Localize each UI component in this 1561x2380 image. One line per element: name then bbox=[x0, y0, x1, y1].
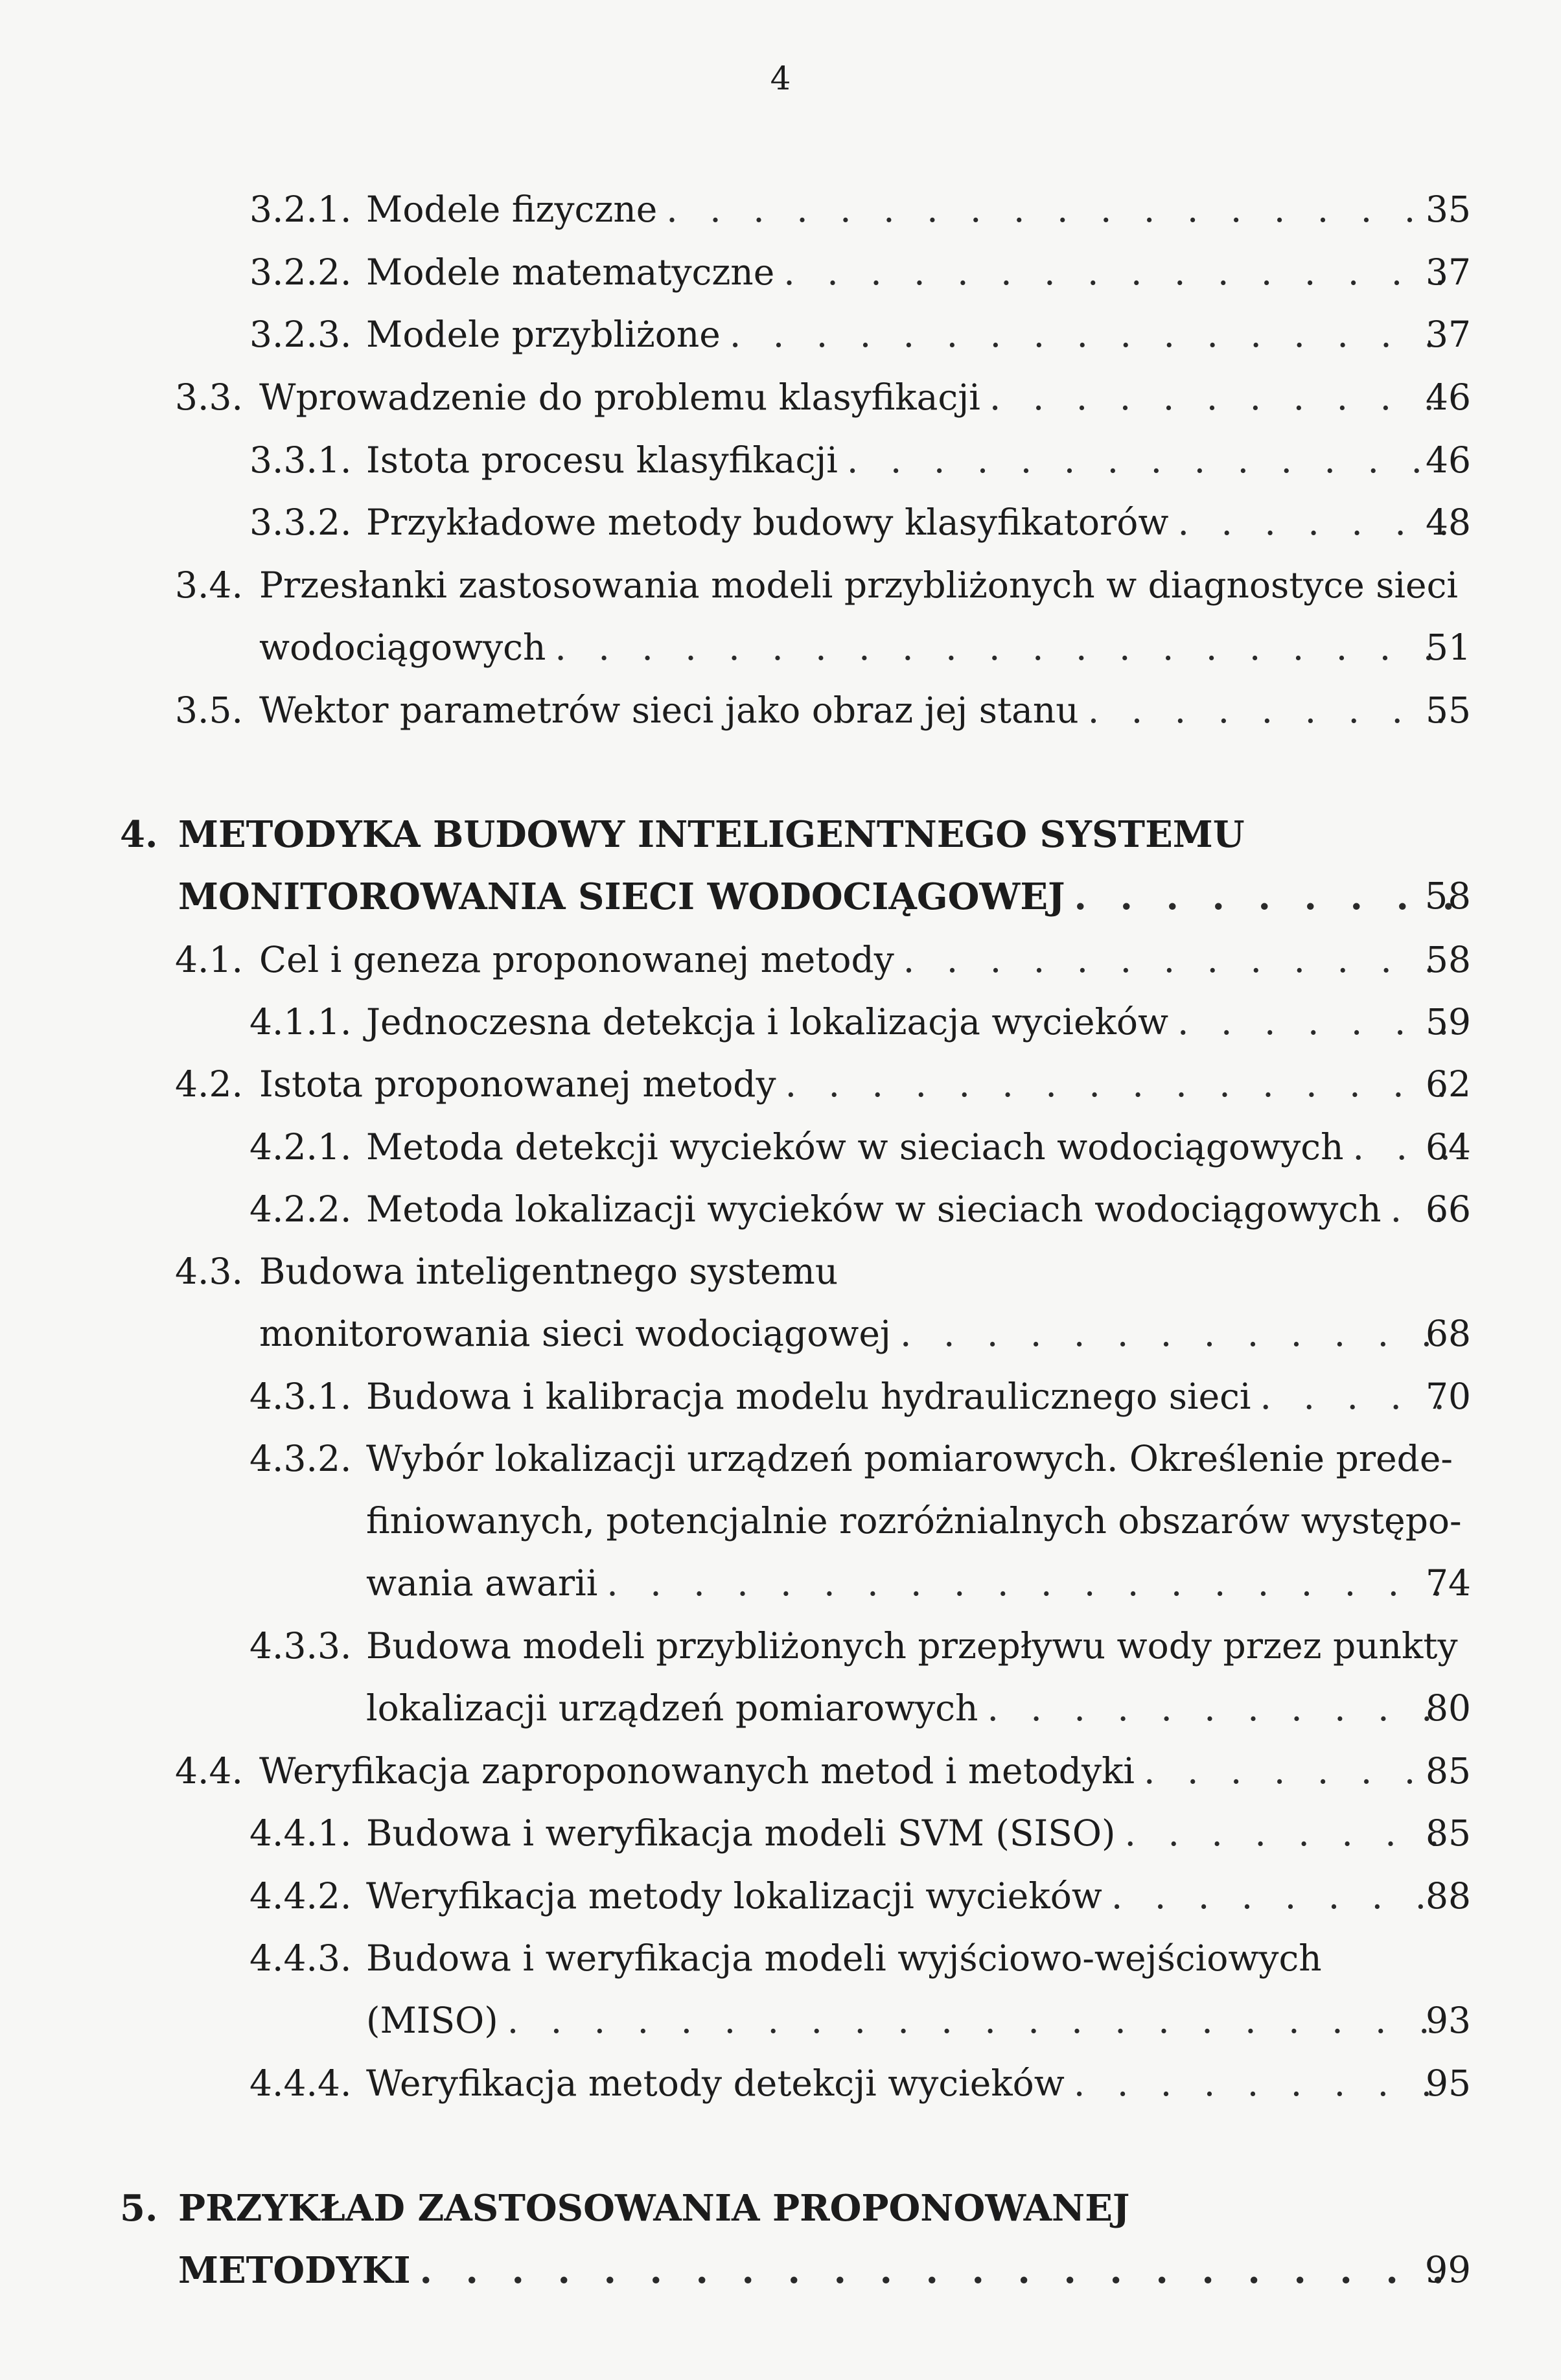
dot-leader bbox=[783, 241, 1451, 303]
dot-leader bbox=[1074, 866, 1452, 928]
toc-entry[interactable] bbox=[249, 991, 1471, 1053]
toc-entry[interactable] bbox=[249, 1427, 1471, 1614]
toc-entry-page: 46 bbox=[1426, 376, 1471, 418]
toc-entry-number: 4.4.1. bbox=[249, 1812, 352, 1854]
toc-entry-number: 3.2.3. bbox=[249, 314, 352, 355]
toc-chapter-title: PRZYKŁAD ZASTOSOWANIA PROPONOWANEJ bbox=[178, 2187, 1130, 2230]
toc-entry-title: Jednoczesna detekcja i lokalizacja wycieków bbox=[366, 1001, 1169, 1043]
toc-entry-number: 4.3.3. bbox=[249, 1625, 352, 1667]
toc-entry-number: 4.4. bbox=[175, 1750, 243, 1792]
toc-entry[interactable] bbox=[249, 2052, 1471, 2114]
toc-entry-page: 66 bbox=[1426, 1188, 1471, 1230]
toc-entry-title-continued: monitorowania sieci wodociągowej bbox=[259, 1313, 891, 1354]
toc-entry-page: 93 bbox=[1426, 2000, 1471, 2041]
toc-entry-title: Przesłanki zastosowania modeli przybliżonych w diagnostyce sieci bbox=[259, 564, 1458, 606]
toc-entry-title: Budowa inteligentnego systemu bbox=[259, 1251, 838, 1292]
toc-entry-number: 3.3. bbox=[175, 376, 243, 418]
toc-entry-number: 4.4.2. bbox=[249, 1875, 352, 1917]
toc-entry-page: 68 bbox=[1426, 1313, 1471, 1354]
dot-leader bbox=[989, 366, 1451, 428]
dot-leader bbox=[903, 929, 1451, 991]
toc-entry-number: 4.2.2. bbox=[249, 1188, 352, 1230]
toc-entry-page: 46 bbox=[1426, 439, 1471, 481]
toc-entry-page: 70 bbox=[1426, 1376, 1471, 1417]
toc-chapter-page: 99 bbox=[1424, 2249, 1471, 2291]
toc-entry-title: Przykładowe metody budowy klasyfikatorów bbox=[366, 502, 1169, 543]
toc-entry-title: Weryfikacja zaproponowanych metod i metodyki bbox=[259, 1750, 1135, 1792]
toc-entry-number: 3.3.1. bbox=[249, 439, 352, 481]
toc-entry[interactable] bbox=[249, 1802, 1471, 1864]
toc-entry-number: 4.3.1. bbox=[249, 1376, 352, 1417]
toc-entry-page: 59 bbox=[1426, 1001, 1471, 1043]
toc-entry-title: Budowa i weryfikacja modeli SVM (SISO) bbox=[366, 1812, 1116, 1854]
toc-entry[interactable] bbox=[249, 1365, 1471, 1427]
toc-entry[interactable] bbox=[249, 1865, 1471, 1927]
toc-entry-number: 3.5. bbox=[175, 689, 243, 731]
toc-entry[interactable] bbox=[249, 1615, 1471, 1739]
toc-entry-title: Wprowadzenie do problemu klasyfikacji bbox=[259, 376, 980, 418]
toc-entry[interactable] bbox=[175, 366, 1471, 428]
toc-entry-title-continued: lokalizacji urządzeń pomiarowych bbox=[366, 1687, 978, 1729]
toc-chapter[interactable] bbox=[120, 803, 1471, 928]
toc-entry-title: Modele matematyczne bbox=[366, 251, 775, 293]
toc-entry[interactable] bbox=[249, 241, 1471, 303]
dot-leader bbox=[507, 1989, 1451, 2051]
toc-chapter-number: 5. bbox=[120, 2187, 158, 2230]
toc-chapter-number: 4. bbox=[120, 813, 158, 856]
toc-entry[interactable] bbox=[249, 178, 1471, 240]
toc-entry-title-continued: wodociągowych bbox=[259, 627, 546, 668]
toc-entry-title: Istota procesu klasyfikacji bbox=[366, 439, 838, 481]
toc-entry-number: 4.4.4. bbox=[249, 2062, 352, 2104]
dot-leader bbox=[555, 616, 1451, 678]
toc-entry-title: Modele przybliżone bbox=[366, 314, 721, 355]
toc-entry[interactable] bbox=[249, 1178, 1471, 1240]
toc-entry-page: 51 bbox=[1426, 627, 1471, 668]
toc-entry-title: Modele fizyczne bbox=[366, 189, 658, 230]
toc-entry-title: Cel i geneza proponowanej metody bbox=[259, 939, 894, 980]
toc-entry-page: 37 bbox=[1426, 251, 1471, 293]
dot-leader bbox=[900, 1302, 1451, 1365]
toc-entry[interactable] bbox=[249, 491, 1471, 553]
toc-entry-number: 4.1. bbox=[175, 939, 243, 980]
toc-entry[interactable] bbox=[175, 1740, 1471, 1802]
toc-entry-page: 85 bbox=[1426, 1812, 1471, 1854]
toc-entry-title: Wybór lokalizacji urządzeń pomiarowych. Określenie prede- bbox=[366, 1438, 1453, 1479]
toc-entry[interactable] bbox=[175, 1240, 1471, 1365]
toc-entry-page: 95 bbox=[1426, 2062, 1471, 2104]
toc-entry-title-continued: wania awarii bbox=[366, 1562, 598, 1604]
toc-entry-title: Metoda detekcji wycieków w sieciach wodociągowych bbox=[366, 1126, 1344, 1168]
toc-entry[interactable] bbox=[249, 1116, 1471, 1178]
toc-entry-page: 55 bbox=[1426, 689, 1471, 731]
toc-entry-title: Weryfikacja metody detekcji wycieków bbox=[366, 2062, 1065, 2104]
toc-entry-page: 58 bbox=[1426, 939, 1471, 980]
toc-entry-page: 35 bbox=[1426, 189, 1471, 230]
toc-entry[interactable] bbox=[249, 303, 1471, 365]
dot-leader bbox=[1074, 2052, 1451, 2114]
dot-leader bbox=[785, 1053, 1451, 1115]
toc-entry-page: 62 bbox=[1426, 1063, 1471, 1105]
dot-leader bbox=[607, 1552, 1451, 1614]
toc-entry-page: 85 bbox=[1426, 1750, 1471, 1792]
toc-entry-page: 48 bbox=[1426, 502, 1471, 543]
toc-entry-title: Metoda lokalizacji wycieków w sieciach wodociągowych bbox=[366, 1188, 1382, 1230]
toc-entry-title-continued: (MISO) bbox=[366, 2000, 498, 2041]
toc-entry-title-continued: finiowanych, potencjalnie rozróżnialnych obszarów występo- bbox=[366, 1500, 1462, 1542]
toc-entry-number: 3.2.1. bbox=[249, 189, 352, 230]
toc-entry-page: 64 bbox=[1426, 1126, 1471, 1168]
dot-leader bbox=[730, 303, 1451, 365]
toc-entry-page: 74 bbox=[1426, 1562, 1471, 1604]
toc-entry[interactable] bbox=[249, 1927, 1471, 2051]
toc-entry-title: Istota proponowanej metody bbox=[259, 1063, 776, 1105]
toc-entry-page: 88 bbox=[1426, 1875, 1471, 1917]
toc-entry[interactable] bbox=[175, 929, 1471, 991]
toc-entry-title: Budowa i weryfikacja modeli wyjściowo-wejściowych bbox=[366, 1937, 1322, 1979]
dot-leader bbox=[1088, 679, 1451, 741]
toc-entry-title: Budowa modeli przybliżonych przepływu wody przez punkty bbox=[366, 1625, 1458, 1667]
toc-entry[interactable] bbox=[249, 429, 1471, 491]
toc-entry[interactable] bbox=[175, 1053, 1471, 1115]
toc-entry-number: 3.2.2. bbox=[249, 251, 352, 293]
toc-entry-number: 4.2. bbox=[175, 1063, 243, 1105]
toc-entry-number: 4.4.3. bbox=[249, 1937, 352, 1979]
toc-entry-page: 80 bbox=[1426, 1687, 1471, 1729]
dot-leader bbox=[420, 2239, 1451, 2302]
toc-chapter-title-continued: MONITOROWANIA SIECI WODOCIĄGOWEJ bbox=[178, 875, 1065, 918]
toc-entry-title: Weryfikacja metody lokalizacji wycieków bbox=[366, 1875, 1102, 1917]
toc-entry-title: Budowa i kalibracja modelu hydraulicznego sieci bbox=[366, 1376, 1251, 1417]
page-number: 4 bbox=[770, 60, 791, 97]
toc-entry-number: 4.1.1. bbox=[249, 1001, 352, 1043]
dot-leader bbox=[666, 178, 1451, 240]
toc-chapter-title: METODYKA BUDOWY INTELIGENTNEGO SYSTEMU bbox=[178, 813, 1245, 856]
toc-entry-number: 4.3. bbox=[175, 1251, 243, 1292]
dot-leader bbox=[847, 429, 1451, 491]
toc-entry-number: 4.3.2. bbox=[249, 1438, 352, 1479]
toc-entry-title: Wektor parametrów sieci jako obraz jej stanu bbox=[259, 689, 1079, 731]
toc-chapter[interactable] bbox=[120, 2177, 1471, 2302]
toc-entry-number: 3.4. bbox=[175, 564, 243, 606]
toc-entry-page: 37 bbox=[1426, 314, 1471, 355]
toc-chapter-title-continued: METODYKI bbox=[178, 2249, 411, 2292]
toc-entry[interactable] bbox=[175, 554, 1471, 678]
toc-entry-number: 4.2.1. bbox=[249, 1126, 352, 1168]
toc-entry[interactable] bbox=[175, 679, 1471, 741]
toc-chapter-page: 58 bbox=[1424, 875, 1471, 918]
dot-leader bbox=[987, 1677, 1451, 1739]
toc-entry-number: 3.3.2. bbox=[249, 502, 352, 543]
